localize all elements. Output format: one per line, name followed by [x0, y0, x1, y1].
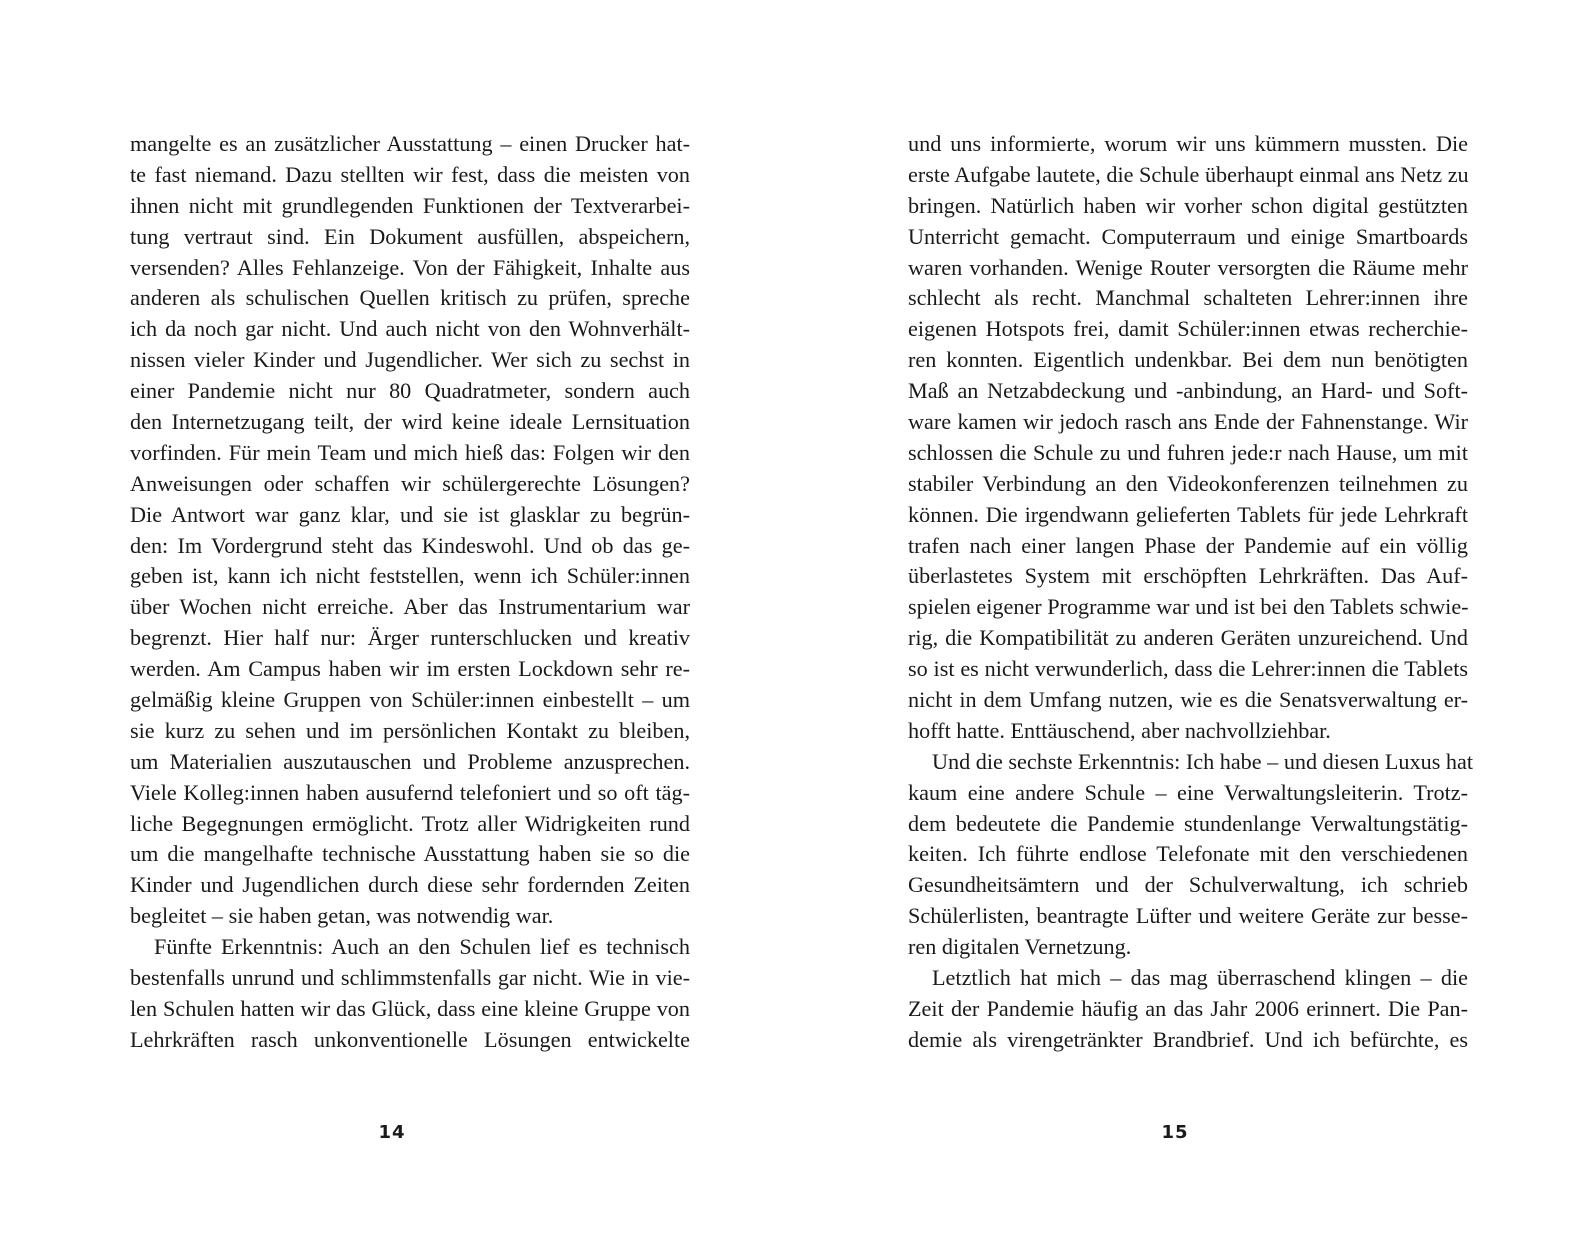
text-line: schlecht als recht. Manchmal schalteten Lehrer:innen ihre — [908, 285, 1468, 311]
text-line: erste Aufgabe lautete, die Schule überhaupt einmal ans Netz zu — [908, 161, 1469, 187]
paragraph-start-line: Letztlich hat mich – das mag überraschend klingen – die — [932, 965, 1468, 991]
text-line: gelmäßig kleine Gruppen von Schüler:innen einbestellt – um — [130, 687, 690, 713]
text-line: versenden? Alles Fehlanzeige. Von der Fähigkeit, Inhalte aus — [130, 254, 690, 280]
text-line: stabiler Verbindung an den Videokonferenzen teilnehmen zu — [908, 470, 1468, 496]
text-line: und uns informierte, worum wir uns kümmern mussten. Die — [908, 131, 1468, 156]
text-line: ihnen nicht mit grundlegenden Funktionen der Textverarbei- — [130, 192, 690, 218]
text-line: keiten. Ich führte endlose Telefonate mit den verschiedenen — [908, 841, 1468, 867]
text-line: spielen eigener Programme war und ist bei den Tablets schwie- — [908, 594, 1469, 620]
text-line: Gesundheitsämtern und der Schulverwaltung, ich schrieb — [908, 872, 1468, 898]
text-line: nicht in dem Umfang nutzen, wie es die Senatsverwaltung er- — [908, 687, 1468, 713]
text-line: waren vorhanden. Wenige Router versorgten die Räume mehr — [908, 254, 1468, 280]
text-line: kaum eine andere Schule – eine Verwaltungsleiterin. Trotz- — [908, 779, 1468, 805]
text-line: tung vertraut sind. Ein Dokument ausfüllen, abspeichern, — [130, 223, 690, 249]
text-line: Maß an Netzabdeckung und -anbindung, an Hard- und Soft- — [908, 378, 1468, 404]
text-line: Schülerlisten, beantragte Lüfter und weitere Geräte zur besse- — [908, 903, 1468, 929]
text-line: ren digitalen Vernetzung. — [908, 934, 1132, 960]
text-line: eigenen Hotspots frei, damit Schüler:innen etwas recherchie- — [908, 316, 1468, 342]
text-line: te fast niemand. Dazu stellten wir fest, dass die meisten von — [130, 161, 690, 187]
text-line: einer Pandemie nicht nur 80 Quadratmeter, sondern auch — [130, 378, 690, 404]
text-line: rig, die Kompatibilität zu anderen Geräten unzureichend. Und — [908, 625, 1468, 651]
text-line: sie kurz zu sehen und im persönlichen Kontakt zu bleiben, — [130, 717, 690, 743]
text-line: hofft hatte. Enttäuschend, aber nachvollziehbar. — [908, 717, 1331, 743]
text-line: können. Die irgendwann gelieferten Tablets für jede Lehrkraft — [908, 501, 1468, 527]
text-line: Viele Kolleg:innen haben ausufernd telefoniert und so oft täg- — [130, 779, 690, 805]
text-line: begrenzt. Hier half nur: Ärger runterschlucken und kreativ — [130, 625, 690, 651]
text-line: mangelte es an zusätzlicher Ausstattung – einen Drucker hat- — [130, 131, 690, 156]
text-line: begleitet – sie haben getan, was notwendig war. — [130, 903, 554, 929]
text-line: bringen. Natürlich haben wir vorher schon digital gestützten — [908, 192, 1468, 218]
paragraph-start-line: Fünfte Erkenntnis: Auch an den Schulen lief es technisch — [154, 934, 690, 960]
text-line: um die mangelhafte technische Ausstattung haben sie so die — [130, 841, 690, 867]
text-line: bestenfalls unrund und schlimmstenfalls gar nicht. Wie in vie- — [130, 965, 690, 991]
text-line: Unterricht gemacht. Computerraum und einige Smartboards — [908, 223, 1468, 249]
text-line: Zeit der Pandemie häufig an das Jahr 2006 erinnert. Die Pan- — [908, 995, 1468, 1021]
text-line: Die Antwort war ganz klar, und sie ist glasklar zu begrün- — [130, 501, 690, 527]
text-line: vorfinden. Für mein Team und mich hieß das: Folgen wir den — [130, 439, 690, 465]
text-line: trafen nach einer langen Phase der Pandemie auf ein völlig — [908, 532, 1468, 558]
text-line: werden. Am Campus haben wir im ersten Lockdown sehr re- — [130, 656, 690, 682]
text-line: nissen vieler Kinder und Jugendlicher. Wer sich zu sechst in — [130, 347, 690, 373]
page-number: 15 — [1161, 1122, 1189, 1143]
text-line: anderen als schulischen Quellen kritisch zu prüfen, spreche — [130, 285, 690, 311]
text-line: Kinder und Jugendlichen durch diese sehr fordernden Zeiten — [130, 872, 690, 898]
left-body-text — [130, 129, 690, 1056]
text-line: ren konnten. Eigentlich undenkbar. Bei dem nun benötigten — [908, 347, 1468, 373]
text-line: den Internetzugang teilt, der wird keine ideale Lernsituation — [130, 409, 690, 435]
right-page — [797, 0, 1594, 1240]
text-line: dem bedeutete die Pandemie stundenlange Verwaltungstätig- — [908, 810, 1468, 836]
text-line: über Wochen nicht erreiche. Aber das Instrumentarium war — [130, 594, 690, 620]
page-number: 14 — [378, 1122, 406, 1143]
text-line: überlastetes System mit erschöpften Lehrkräften. Das Auf- — [908, 563, 1468, 589]
text-line: len Schulen hatten wir das Glück, dass eine kleine Gruppe von — [130, 995, 690, 1021]
paragraph-start-line: Und die sechste Erkenntnis: Ich habe – und diesen Luxus hat — [932, 748, 1473, 774]
text-line: demie als virengetränkter Brandbrief. Und ich befürchte, es — [908, 1026, 1468, 1052]
text-line: ware kamen wir jedoch rasch ans Ende der Fahnenstange. Wir — [908, 409, 1468, 435]
text-line: so ist es nicht verwunderlich, dass die Lehrer:innen die Tablets — [908, 656, 1468, 682]
text-line: den: Im Vordergrund steht das Kindeswohl. Und ob das ge- — [130, 532, 690, 558]
text-line: geben ist, kann ich nicht feststellen, wenn ich Schüler:innen — [130, 563, 690, 589]
text-line: liche Begegnungen ermöglicht. Trotz aller Widrigkeiten rund — [130, 810, 690, 836]
right-body-text — [908, 129, 1473, 1056]
text-line: um Materialien auszutauschen und Probleme anzusprechen. — [130, 748, 690, 774]
text-line: ich da noch gar nicht. Und auch nicht von den Wohnverhält- — [130, 316, 690, 342]
text-line: Lehrkräften rasch unkonventionelle Lösungen entwickelte — [130, 1026, 690, 1052]
text-line: schlossen die Schule zu und fuhren jede:r nach Hause, um mit — [908, 439, 1468, 465]
text-line: Anweisungen oder schaffen wir schülergerechte Lösungen? — [130, 470, 690, 496]
